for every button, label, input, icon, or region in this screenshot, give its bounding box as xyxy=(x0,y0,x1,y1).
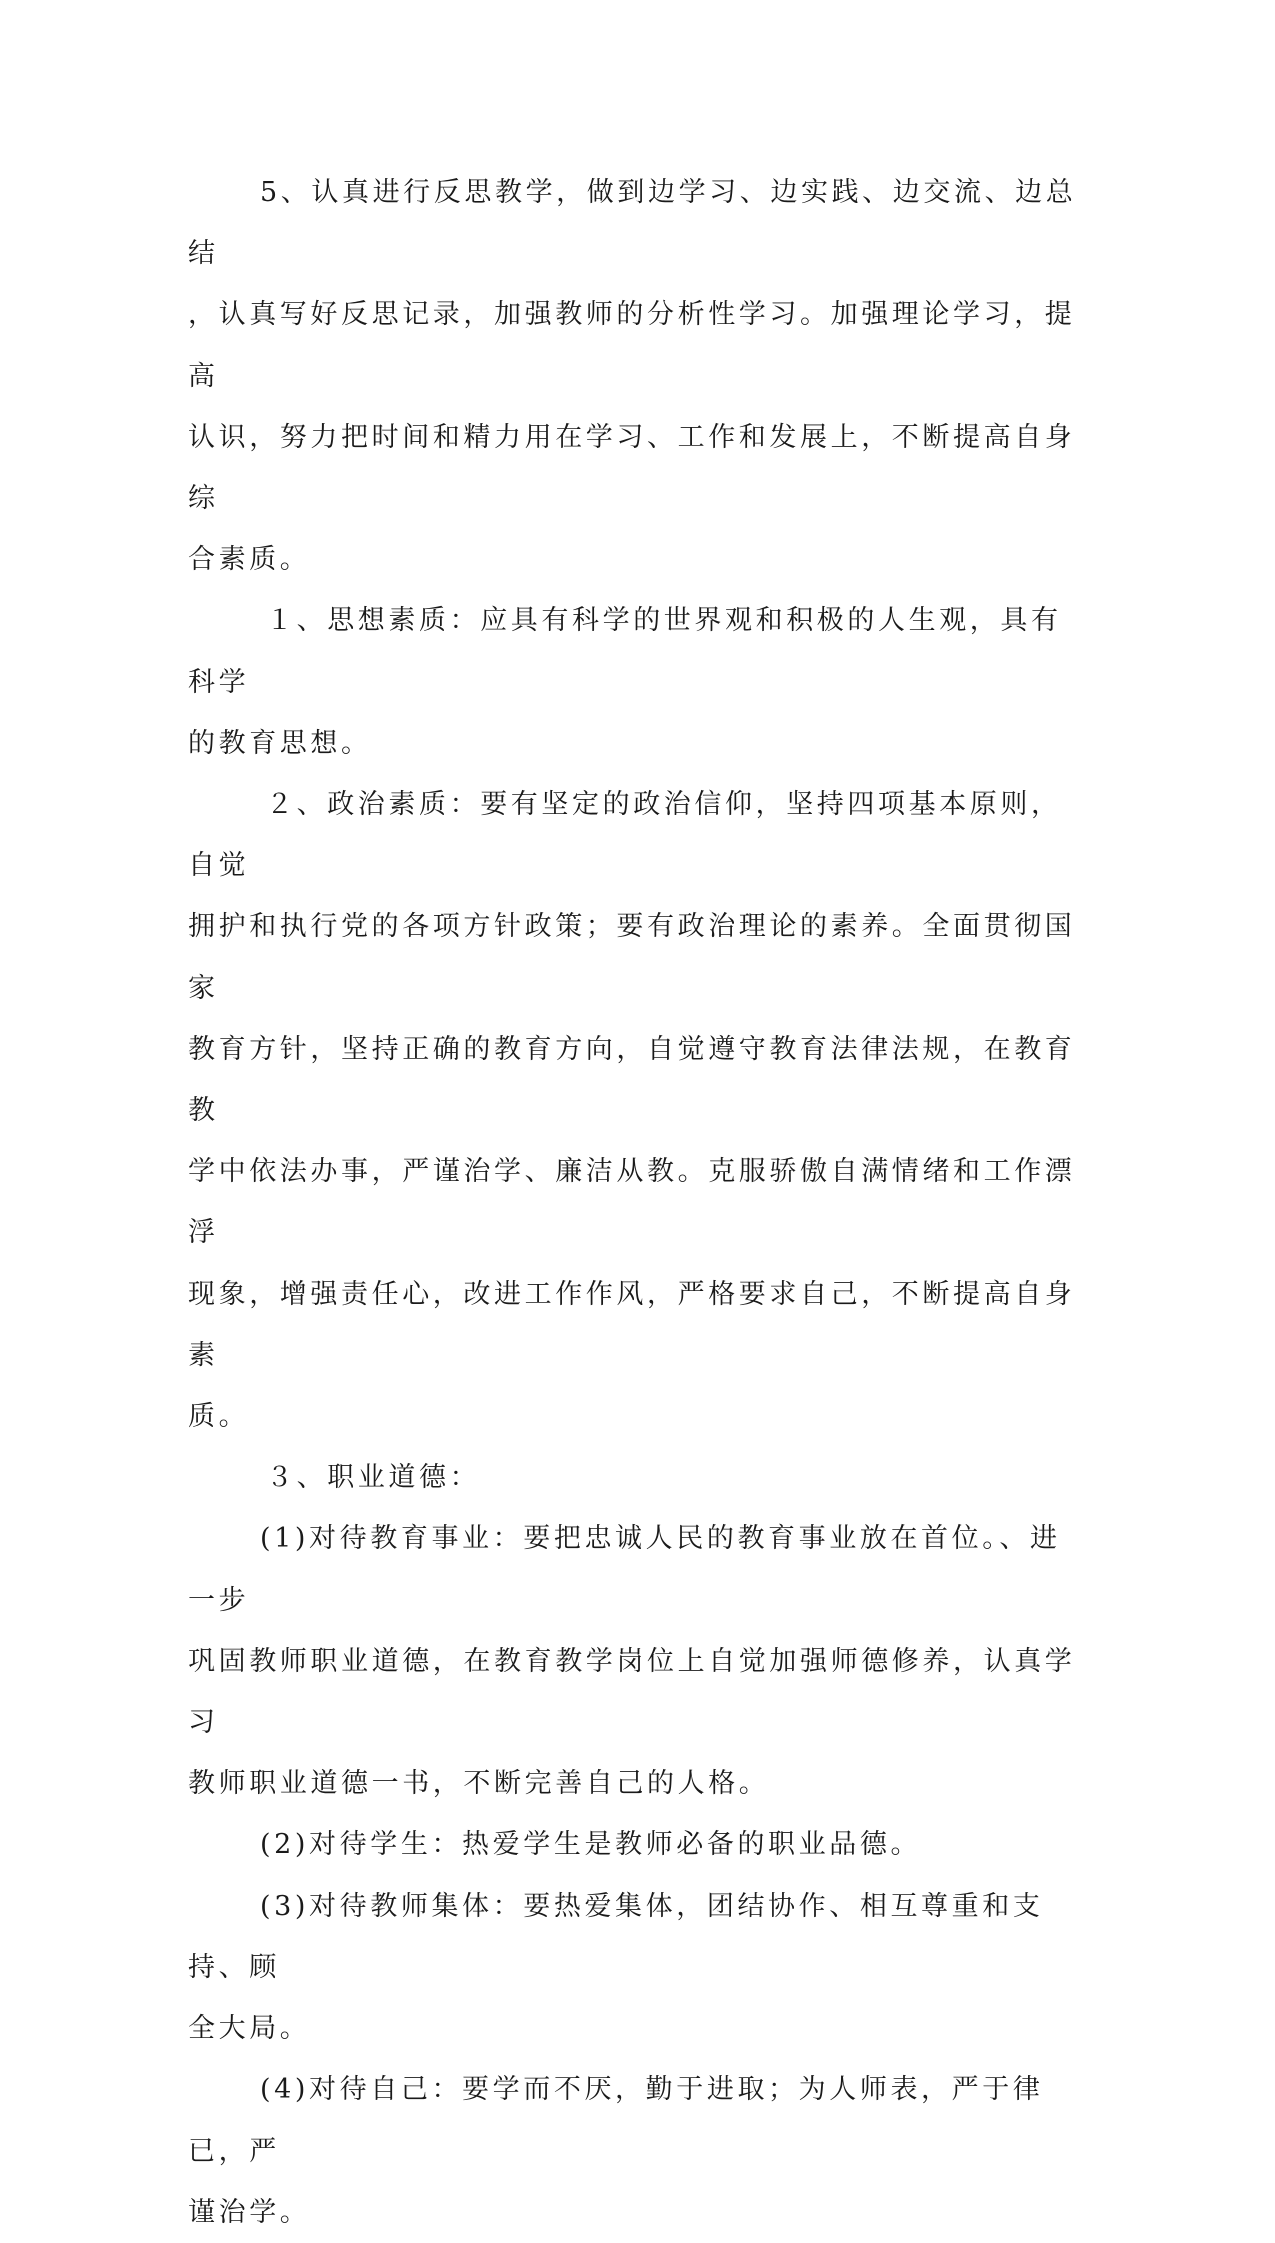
text-line: (2)对待学生：热爱学生是教师必备的职业品德。 xyxy=(260,1829,922,1861)
text-line: 质。 xyxy=(188,1401,250,1433)
paragraph-reflective-teaching xyxy=(188,162,1088,590)
text-line: 的教育思想。 xyxy=(188,727,372,759)
text-line: (3)对待教师集体：要热爱集体，团结协作、相互尊重和支持、顾 xyxy=(188,1890,1044,1983)
text-line: ３、职业道德： xyxy=(266,1462,481,1494)
text-line: １、思想素质：应具有科学的世界观和积极的人生观，具有科学 xyxy=(188,605,1062,698)
paragraph-professional-ethics-heading xyxy=(188,1447,1088,1508)
paragraph-toward-colleagues xyxy=(188,1876,1088,2060)
text-line: 全大局。 xyxy=(188,2013,311,2045)
text-line: 拥护和执行党的各项方针政策；要有政治理论的素养。全面贯彻国家 xyxy=(188,911,1076,1004)
paragraph-political-quality xyxy=(188,774,1088,1447)
paragraph-toward-students xyxy=(188,1814,1088,1875)
text-line: 巩固教师职业道德，在教育教学岗位上自觉加强师德修养，认真学习 xyxy=(188,1645,1076,1739)
paragraph-toward-self xyxy=(188,2059,1088,2243)
text-line: (4)对待自己：要学而不厌，勤于进取；为人师表，严于律已，严 xyxy=(188,2074,1044,2167)
text-line: 5、认真进行反思教学，做到边学习、边实践、边交流、边总结 xyxy=(188,177,1077,270)
text-line: 谨治学。 xyxy=(188,2196,311,2228)
paragraph-ideological-quality xyxy=(188,590,1088,774)
text-line: 合素质。 xyxy=(188,544,311,576)
text-line: (1)对待教育事业：要把忠诚人民的教育事业放在首位。、进一步 xyxy=(188,1523,1061,1616)
paragraph-toward-education xyxy=(188,1508,1088,1814)
text-line: 教育方针，坚持正确的教育方向，自觉遵守教育法律法规，在教育教 xyxy=(188,1033,1076,1127)
text-line: 现象，增强责任心，改进工作作风，严格要求自己，不断提高自身素 xyxy=(188,1278,1076,1371)
text-line: ２、政治素质：要有坚定的政治信仰，坚持四项基本原则，自觉 xyxy=(188,789,1062,882)
text-line: 学中依法办事，严谨治学、廉洁从教。克服骄傲自满情绪和工作漂浮 xyxy=(188,1156,1076,1249)
document-body xyxy=(188,162,1088,2243)
text-line: ，认真写好反思记录，加强教师的分析性学习。加强理论学习，提高 xyxy=(188,299,1076,392)
text-line: 认识，努力把时间和精力用在学习、工作和发展上，不断提高自身综 xyxy=(188,421,1076,515)
text-line: 教师职业道德一书，不断完善自己的人格。 xyxy=(188,1768,770,1800)
